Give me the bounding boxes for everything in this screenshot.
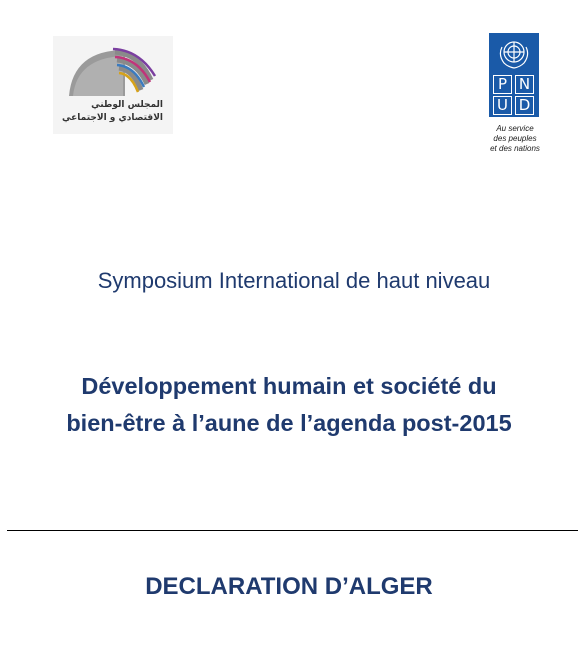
pnud-tagline-line: Au service xyxy=(496,124,534,133)
pnud-logo xyxy=(489,33,539,117)
pnud-letter-n: N xyxy=(515,75,534,94)
cnes-arc-emblem-icon xyxy=(65,40,161,100)
section-heading: DECLARATION D’ALGER xyxy=(145,573,433,600)
cnes-logo xyxy=(53,36,173,134)
cnes-name-line1: المجلس الوطني xyxy=(91,100,163,110)
pnud-logo-box xyxy=(489,33,539,117)
un-emblem-icon xyxy=(496,37,532,71)
pnud-tagline-line: des peuples xyxy=(493,134,537,143)
document-title-line: Développement humain et société du xyxy=(81,373,497,399)
pnud-letter-d: D xyxy=(515,96,534,115)
cnes-name-line2: الاقتصادي و الاجتماعي xyxy=(62,113,163,123)
pnud-tagline xyxy=(473,124,557,154)
pnud-tagline-line: et des nations xyxy=(490,144,540,153)
document-title xyxy=(0,368,578,442)
pnud-letter-u: U xyxy=(493,96,512,115)
horizontal-divider xyxy=(7,530,578,531)
document-subtitle: Symposium International de haut niveau xyxy=(97,268,491,293)
pnud-letter-p: P xyxy=(493,75,512,94)
document-title-line: bien-être à l’aune de l’agenda post-2015 xyxy=(66,410,512,436)
